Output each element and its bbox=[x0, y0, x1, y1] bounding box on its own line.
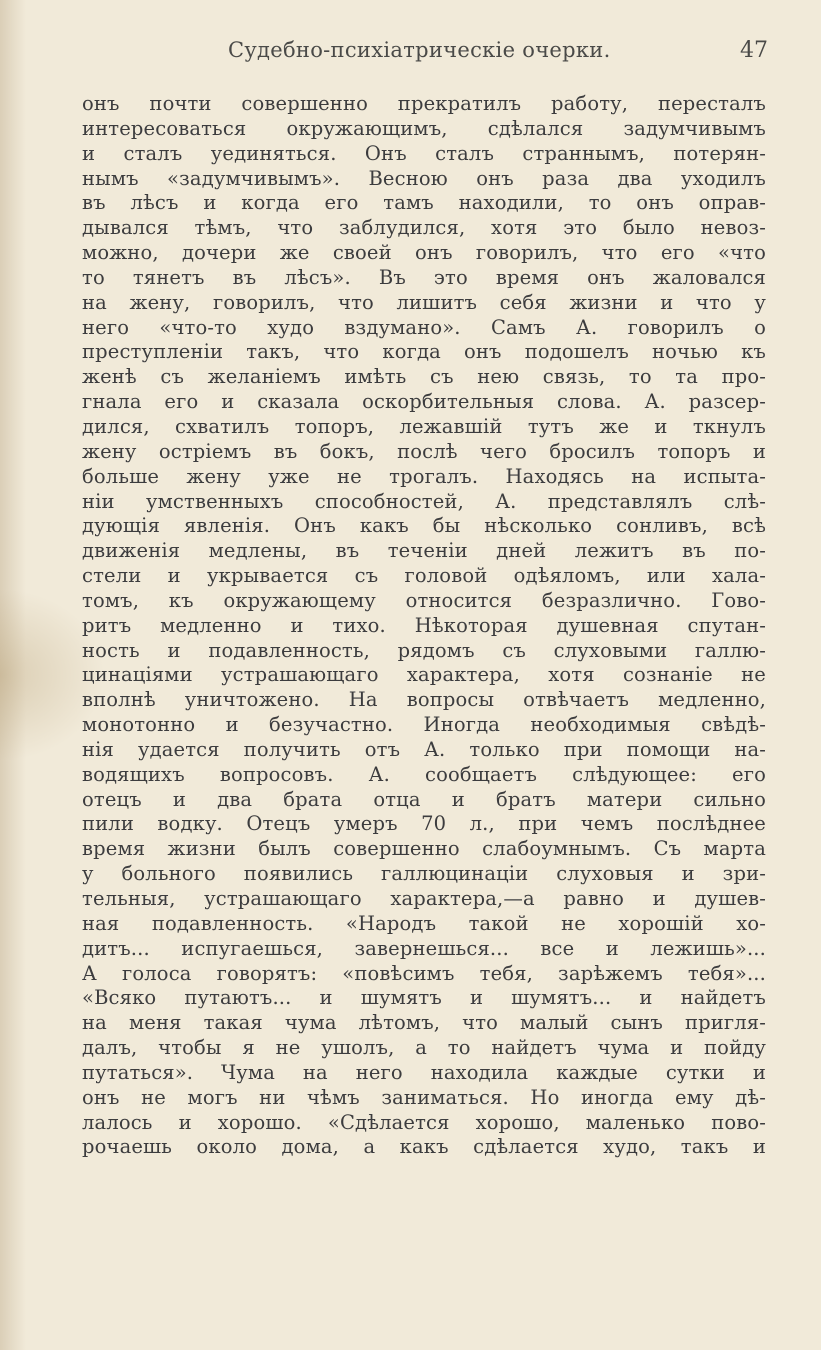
text-line: ная подавленность. «Народъ такой не хорошій хо- bbox=[82, 911, 766, 935]
text-line: жену остріемъ въ бокъ, послѣ чего бросилъ топоръ и bbox=[82, 439, 766, 463]
text-line: ритъ медленно и тихо. Нѣкоторая душевная спутан- bbox=[82, 613, 766, 637]
body-text bbox=[82, 92, 766, 1160]
text-line: дывался тѣмъ, что заблудился, хотя это было невоз- bbox=[82, 216, 766, 240]
text-line: стели и укрывается съ головой одѣяломъ, или хала- bbox=[82, 564, 766, 588]
running-title: Судебно-психіатрическіе очерки. bbox=[228, 38, 611, 62]
text-line: лалось и хорошо. «Сдѣлается хорошо, маленько пово- bbox=[82, 1110, 766, 1134]
text-line: преступленіи такъ, что когда онъ подошелъ ночью къ bbox=[82, 340, 766, 364]
text-line: рочаешь около дома, а какъ сдѣлается худо, такъ и bbox=[82, 1135, 766, 1159]
text-line: на меня такая чума лѣтомъ, что малый сынъ пригля- bbox=[82, 1011, 766, 1035]
text-line: вполнѣ уничтожено. На вопросы отвѣчаетъ медленно, bbox=[82, 688, 766, 712]
text-line: время жизни былъ совершенно слабоумнымъ. Съ марта bbox=[82, 837, 766, 861]
text-line: женѣ съ желаніемъ имѣть съ нею связь, то та про- bbox=[82, 365, 766, 389]
text-line: путаться». Чума на него находила каждые сутки и bbox=[82, 1060, 766, 1084]
text-line: монотонно и безучастно. Иногда необходимыя свѣдѣ- bbox=[82, 713, 766, 737]
text-line: ніи умственныхъ способностей, А. представлялъ слѣ- bbox=[82, 489, 766, 513]
text-line: то тянетъ въ лѣсъ». Въ это время онъ жаловался bbox=[82, 265, 766, 289]
text-line: томъ, къ окружающему относится безразлично. Гово- bbox=[82, 588, 766, 612]
text-line: движенія медлены, въ теченіи дней лежитъ въ по- bbox=[82, 539, 766, 563]
text-line: цинаціями устрашающаго характера, хотя сознаніе не bbox=[82, 663, 766, 687]
text-line: и сталъ уединяться. Онъ сталъ страннымъ, потерян- bbox=[82, 141, 766, 165]
text-line: дующія явленія. Онъ какъ бы нѣсколько сонливъ, всѣ bbox=[82, 514, 766, 538]
text-line: гнала его и сказала оскорбительныя слова. А. разсер- bbox=[82, 390, 766, 414]
text-line: нымъ «задумчивымъ». Весною онъ раза два уходилъ bbox=[82, 166, 766, 190]
text-line: у больного появились галлюцинаціи слуховыя и зри- bbox=[82, 862, 766, 886]
text-line: пили водку. Отецъ умеръ 70 л., при чемъ послѣднее bbox=[82, 812, 766, 836]
page-number: 47 bbox=[740, 38, 768, 63]
text-line: на жену, говорилъ, что лишитъ себя жизни и что у bbox=[82, 290, 766, 314]
text-line: онъ почти совершенно прекратилъ работу, пересталъ bbox=[82, 92, 766, 115]
text-line: нія удается получить отъ А. только при помощи на- bbox=[82, 737, 766, 761]
text-line: дитъ... испугаешься, завернешься... все и лежишь»... bbox=[82, 936, 766, 960]
page-header bbox=[228, 38, 768, 70]
text-line: онъ не могъ ни чѣмъ заниматься. Но иногда ему дѣ- bbox=[82, 1085, 766, 1109]
text-line: интересоваться окружающимъ, сдѣлался задумчивымъ bbox=[82, 116, 766, 140]
text-line: больше жену уже не трогалъ. Находясь на испыта- bbox=[82, 464, 766, 488]
text-line: А голоса говорятъ: «повѣсимъ тебя, зарѣжемъ тебя»... bbox=[82, 961, 766, 985]
text-line: можно, дочери же своей онъ говорилъ, что его «что bbox=[82, 241, 766, 265]
text-line: далъ, чтобы я не ушолъ, а то найдетъ чума и пойду bbox=[82, 1036, 766, 1060]
text-line: въ лѣсъ и когда его тамъ находили, то онъ оправ- bbox=[82, 191, 766, 215]
text-line: отецъ и два брата отца и братъ матери сильно bbox=[82, 787, 766, 811]
text-line: тельныя, устрашающаго характера,—а равно и душев- bbox=[82, 887, 766, 910]
text-line: дился, схватилъ топоръ, лежавшій тутъ же и ткнулъ bbox=[82, 414, 766, 438]
text-line: «Всяко путаютъ... и шумятъ и шумятъ... и найдетъ bbox=[82, 986, 766, 1010]
text-line: него «что-то худо вздумано». Самъ А. говорилъ о bbox=[82, 315, 766, 339]
text-line: ность и подавленность, рядомъ съ слуховыми галлю- bbox=[82, 638, 766, 662]
text-line: водящихъ вопросовъ. А. сообщаетъ слѣдующее: его bbox=[82, 762, 766, 786]
